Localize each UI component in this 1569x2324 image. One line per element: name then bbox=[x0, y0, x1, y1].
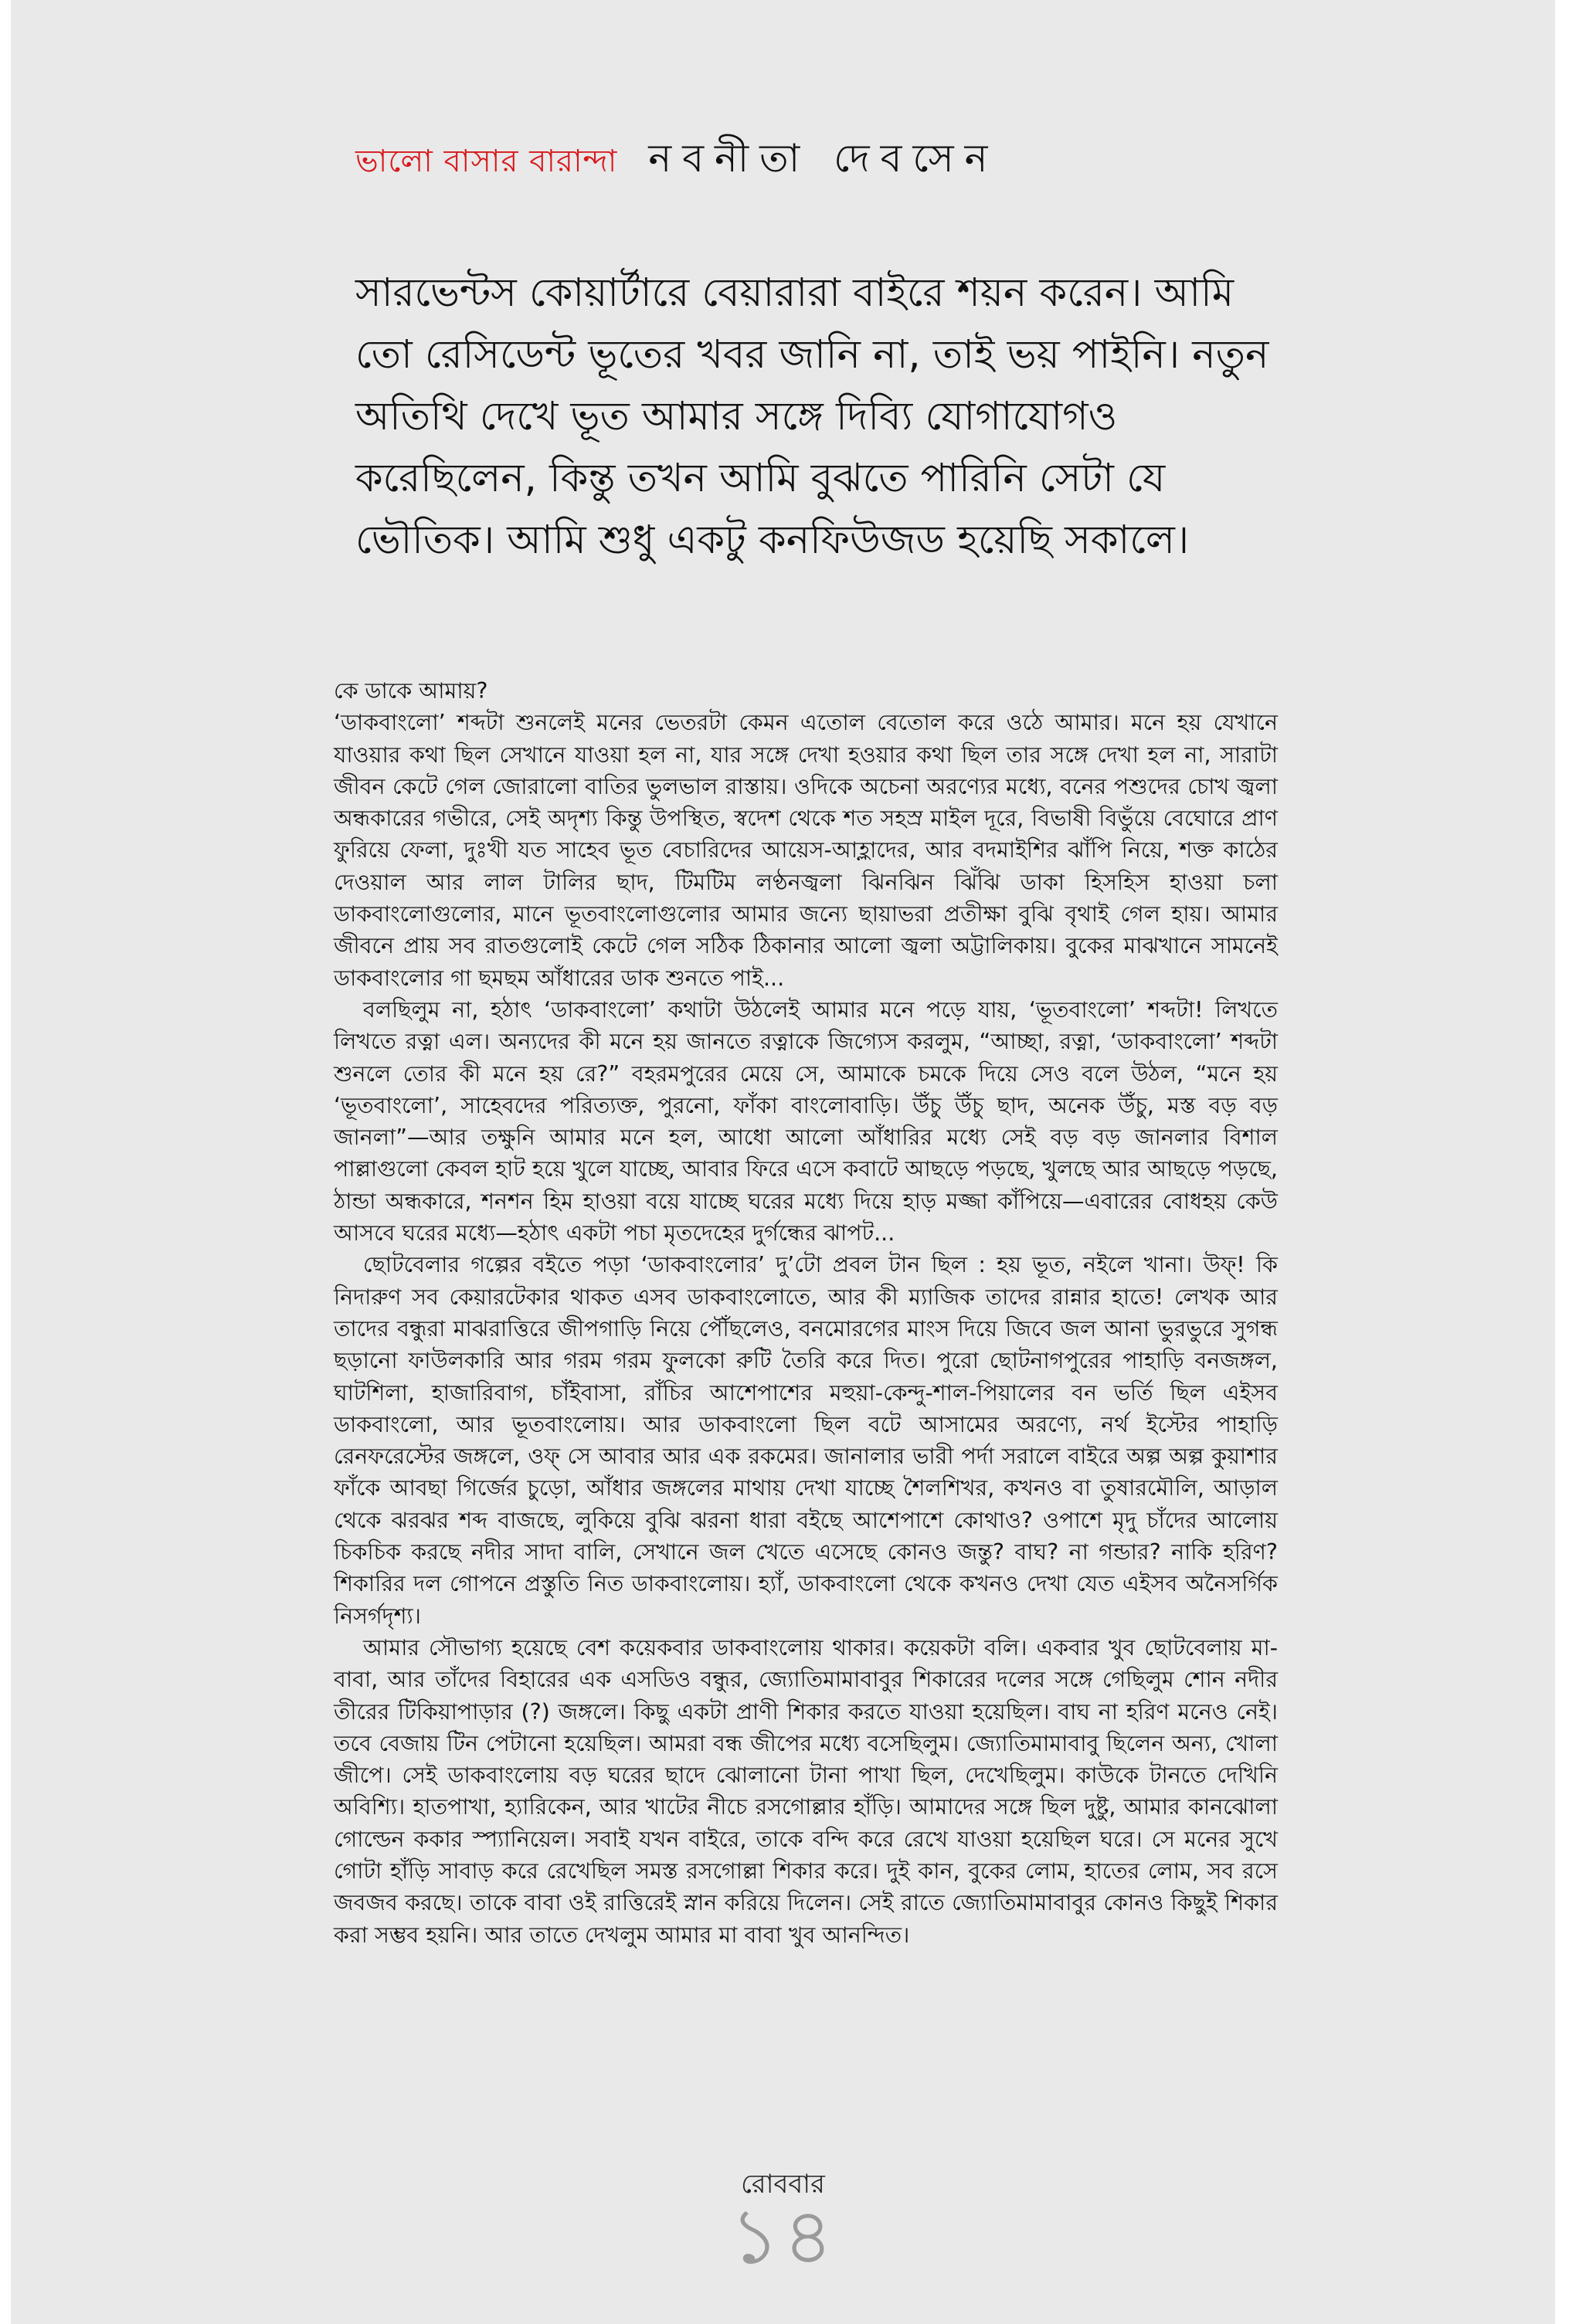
page-header bbox=[355, 130, 998, 192]
column-title: ভালো বাসার বারান্দা bbox=[355, 144, 618, 179]
article-body bbox=[334, 675, 1278, 1951]
publication-name: রোববার bbox=[741, 2169, 825, 2200]
article-paragraph: বলছিলুম না, হঠাৎ ‘ডাকবাংলো’ কথাটা উঠলেই আমার মনে পড়ে যায়, ‘ভূতবাংলো’ শব্দটা! লিখতে লিখতে রত্না এল। অন্যদের কী মনে হয় জানতে রত্নাকে জিগ্যেস করলুম, “আচ্ছা, রত্না, ‘ডাকবাংলো’ শব্দটা শুনলে তোর কী মনে হয় রে?” বহরমপুরের মেয়ে সে, আমাকে চমকে দিয়ে সেও বলে উঠল, “মনে হয় ‘ভূতবাংলো’, সাহেবদের পরিত্যক্ত, পুরনো, ফাঁকা বাংলোবাড়ি। উঁচু উঁচু ছাদ, অনেক উঁচু, মস্ত বড় বড় জানলা”—আর তক্ষুনি আমার মনে হল, আধো আলো আঁধারির মধ্যে সেই বড় বড় জানলার বিশাল পাল্লাগুলো কেবল হাট হয়ে খুলে যাচ্ছে, আবার ফিরে এসে কবাটে আছড়ে পড়ছে, খুলছে আর আছড়ে পড়ছে, ঠান্ডা অন্ধকারে, শনশন হিম হাওয়া বয়ে যাচ্ছে ঘরের মধ্যে দিয়ে হাড় মজ্জা কাঁপিয়ে—এবারের বোধহয় কেউ আসবে ঘরের মধ্যে—হঠাৎ একটা পচা মৃতদেহের দুর্গন্ধের ঝাপট... bbox=[334, 996, 1278, 1247]
pull-quote: সারভেন্টস কোয়ার্টারে বেয়ারারা বাইরে শয়ন করেন। আমি তো রেসিডেন্ট ভূতের খবর জানি না, তাই ভয় পাইনি। নতুন অতিথি দেখে ভূত আমার সঙ্গে দিব্যি যোগাযোগও করেছিলেন, কিন্তু তখন আমি বুঝতে পারিনি সেটা যে ভৌতিক। আমি শুধু একটু কনফিউজড হয়েছি সকালে। bbox=[355, 270, 1269, 563]
article-paragraph: আমার সৌভাগ্য হয়েছে বেশ কয়েকবার ডাকবাংলোয় থাকার। কয়েকটা বলি। একবার খুব ছোটবেলায় মা-বাবা, আর তাঁদের বিহারের এক এসডিও বন্ধুর, জ্যোতিমামাবাবুর শিকারের দলের সঙ্গে গেছিলুম শোন নদীর তীরের টিকিয়াপাড়ার (?) জঙ্গলে। কিছু একটা প্রাণী শিকার করতে যাওয়া হয়েছিল। বাঘ না হরিণ মনেও নেই। তবে বেজায় টিন পেটানো হয়েছিল। আমরা বন্ধ জীপের মধ্যে বসেছিলুম। জ্যোতিমামাবাবু ছিলেন অন্য, খোলা জীপে। সেই ডাকবাংলোয় বড় ঘরের ছাদে ঝোলানো টানা পাখা ছিল, দেখেছিলুম। কাউকে টানতে দেখিনি অবিশ্যি। হাতপাখা, হ্যারিকেন, আর খাটের নীচে রসগোল্লার হাঁড়ি। আমাদের সঙ্গে ছিল দুষ্টু, আমার কানঝোলা গোল্ডেন ককার স্প্যানিয়েল। সবাই যখন বাইরে, তাকে বন্দি করে রেখে যাওয়া হয়েছিল ঘরে। সে মনের সুখে গোটা হাঁড়ি সাবাড় করে রেখেছিল সমস্ত রসগোল্লা শিকার করে। দুই কান, বুকের লোম, হাতের লোম, সব রসে জবজব করছে। তাকে বাবা ওই রাত্তিরেই স্নান করিয়ে দিলেন। সেই রাতে জ্যোতিমামাবাবুর কোনও কিছুই শিকার করা সম্ভব হয়নি। আর তাতে দেখলুম আমার মা বাবা খুব আনন্দিত। bbox=[334, 1634, 1278, 1948]
author-name: নবনীতা দেবসেন bbox=[648, 136, 999, 181]
article-heading: কে ডাকে আমায়? bbox=[334, 678, 488, 704]
page-footer bbox=[11, 2169, 1555, 2282]
article-paragraph: ছোটবেলার গল্পের বইতে পড়া ‘ডাকবাংলোর’ দু’টো প্রবল টান ছিল : হয় ভূত, নইলে খানা। উফ্! কি নিদারুণ সব কেয়ারটেকার থাকত এসব ডাকবাংলোতে, আর কী ম্যাজিক তাদের রান্নার হাতে! লেখক আর তাদের বন্ধুরা মাঝরাত্তিরে জীপগাড়ি নিয়ে পৌঁছলেও, বনমোরগের মাংস দিয়ে জিবে জল আনা ভুরভুরে সুগন্ধ ছড়ানো ফাউলকারি আর গরম গরম ফুলকো রুটি তৈরি করে দিত। পুরো ছোটনাগপুরের পাহাড়ি বনজঙ্গল, ঘাটশিলা, হাজারিবাগ, চাঁইবাসা, রাঁচির আশেপাশের মহুয়া-কেন্দু-শাল-পিয়ালের বন ভর্তি ছিল এইসব ডাকবাংলো, আর ভূতবাংলোয়। আর ডাকবাংলো ছিল বটে আসামের অরণ্যে, নর্থ ইস্টের পাহাড়ি রেনফরেস্টের জঙ্গলে, ওফ্ সে আবার আর এক রকমের। জানালার ভারী পর্দা সরালে বাইরে অল্প অল্প কুয়াশার ফাঁকে আবছা গির্জের চুড়ো, আঁধার জঙ্গলের মাথায় দেখা যাচ্ছে শৈলশিখর, কখনও বা তুষারমৌলি, আড়াল থেকে ঝরঝর শব্দ বাজছে, লুকিয়ে বুঝি ঝরনা ধারা বইছে আশেপাশে কোথাও? ওপাশে মৃদু চাঁদের আলোয় চিকচিক করছে নদীর সাদা বালি, সেখানে জল খেতে এসেছে কোনও জন্তু? বাঘ? না গন্ডার? নাকি হরিণ? শিকারির দল গোপনে প্রস্তুতি নিত ডাকবাংলোয়। হ্যাঁ, ডাকবাংলো থেকে কখনও দেখা যেত এইসব অনৈসর্গিক নিসর্গদৃশ্য। bbox=[334, 1252, 1278, 1629]
article-paragraph: ‘ডাকবাংলো’ শব্দটা শুনলেই মনের ভেতরটা কেমন এতোল বেতোল করে ওঠে আমার। মনে হয় যেখানে যাওয়ার কথা ছিল সেখানে যাওয়া হল না, যার সঙ্গে দেখা হওয়ার কথা ছিল তার সঙ্গে দেখা হল না, সারাটা জীবন কেটে গেল জোরালো বাতির ভুলভাল রাস্তায়। ওদিকে অচেনা অরণ্যের মধ্যে, বনের পশুদের চোখ জ্বলা অন্ধকারের গভীরে, সেই অদৃশ্য কিন্তু উপস্থিত, স্বদেশ থেকে শত সহস্র মাইল দূরে, বিভাষী বিভুঁয়ে বেঘোরে প্রাণ ফুরিয়ে ফেলা, দুঃখী যত সাহেব ভূত বেচারিদের আয়েস-আহ্লাদের, আর বদমাইশির ঝাঁপি নিয়ে, শক্ত কাঠের দেওয়াল আর লাল টালির ছাদ, টিমটিম লণ্ঠনজ্বলা ঝিনঝিন ঝিঁঝি ডাকা হিসহিস হাওয়া চলা ডাকবাংলোগুলোর, মানে ভূতবাংলোগুলোর আমার জন্যে ছায়াভরা প্রতীক্ষা বুঝি বৃথাই গেল হায়। আমার জীবনে প্রায় সব রাতগুলোই কেটে গেল সঠিক ঠিকানার আলো জ্বলা অট্টালিকায়। বুকের মাঝখানে সামনেই ডাকবাংলোর গা ছমছম আঁধারের ডাক শুনতে পাই... bbox=[334, 710, 1278, 991]
page-number: ১৪ bbox=[729, 2191, 837, 2282]
magazine-page bbox=[11, 0, 1555, 2324]
